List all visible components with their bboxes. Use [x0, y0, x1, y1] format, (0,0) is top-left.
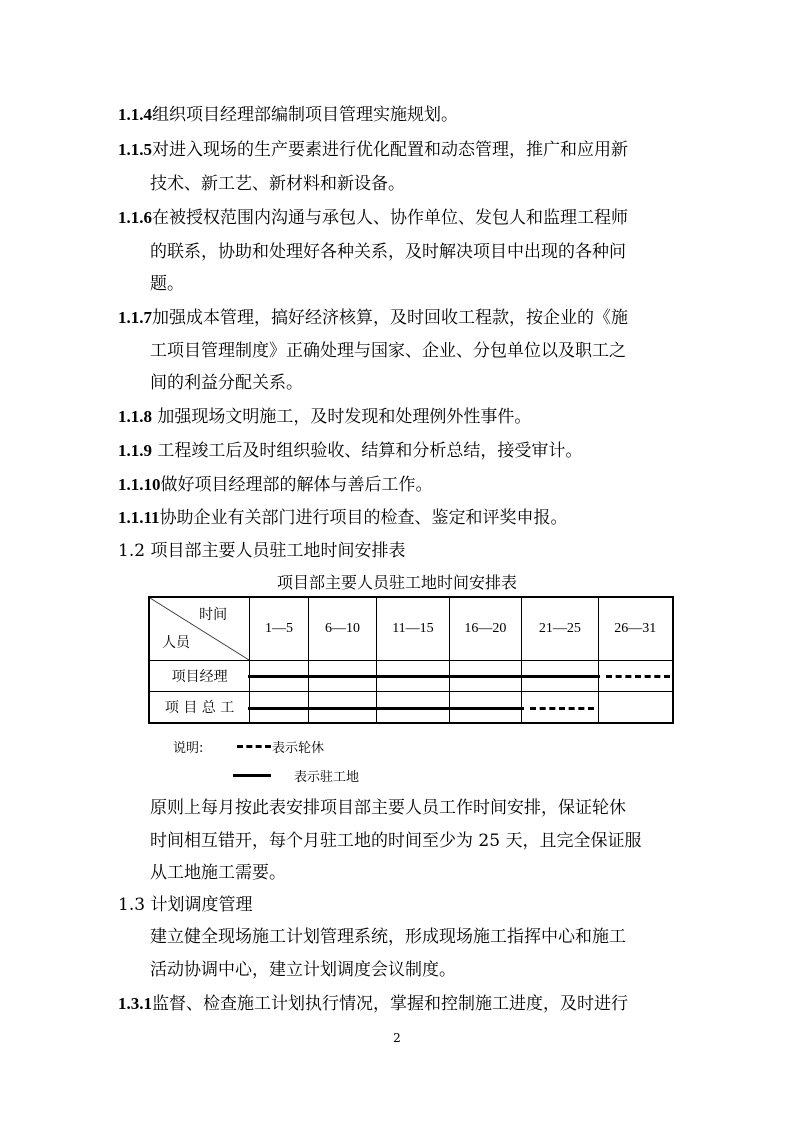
item-text: 监督、检查施工计划执行情况，掌握和控制施工进度，及时进行	[152, 994, 628, 1014]
item-text-continuation: 的联系，协助和处理好各种关系，及时解决项目中出现的各种问	[150, 242, 626, 262]
item-number: 1.1.9	[118, 441, 152, 460]
item-1-1-10	[118, 474, 678, 496]
item-1-1-5	[118, 139, 678, 161]
corner-time-label: 时间	[199, 607, 228, 623]
item-text: 加强成本管理，搞好经济核算，及时回收工程款，按企业的《施	[152, 308, 628, 328]
item-text: 在被授权范围内沟通与承包人、协作单位、发包人和监理工程师	[152, 208, 628, 228]
legend-dash-swatch	[237, 745, 271, 748]
item-number: 1.1.5	[118, 140, 152, 159]
table-cell	[598, 692, 673, 724]
legend-title: 说明:	[173, 741, 204, 756]
item-1-1-4	[118, 104, 678, 126]
column-header: 6—10	[308, 597, 376, 661]
chief-engineer-onsite-bar	[248, 707, 524, 710]
column-header: 1—5	[250, 597, 309, 661]
page-number: 2	[393, 1031, 401, 1045]
paragraph-line: 活动协调中心，建立计划调度会议制度。	[150, 960, 456, 980]
item-text: 组织项目经理部编制项目管理实施规划。	[152, 105, 458, 125]
item-number: 1.1.6	[118, 208, 152, 227]
item-number: 1.1.4	[118, 105, 152, 124]
corner-person-label: 人员	[162, 635, 190, 651]
item-number: 1.1.8	[118, 407, 152, 426]
chief-engineer-rotation-bar	[530, 707, 594, 710]
item-1-1-8	[118, 406, 678, 428]
column-header: 21—25	[522, 597, 598, 661]
item-text-continuation: 题。	[150, 274, 184, 294]
table-caption: 项目部主要人员驻工地时间安排表	[276, 573, 517, 592]
item-text-continuation: 工项目管理制度》正确处理与国家、企业、分包单位以及职工之	[150, 341, 626, 361]
item-1-3-1	[118, 993, 678, 1015]
legend-solid-swatch	[233, 774, 271, 777]
item-text-continuation: 技术、新工艺、新材料和新设备。	[150, 174, 405, 194]
schedule-table	[148, 596, 674, 724]
item-number: 1.3.1	[118, 994, 152, 1013]
item-1-1-11	[118, 507, 678, 529]
section-heading-1-2: 1.2 项目部主要人员驻工地时间安排表	[118, 541, 406, 561]
item-1-1-9	[118, 440, 678, 462]
item-number: 1.1.11	[118, 508, 160, 527]
column-header: 26—31	[598, 597, 673, 661]
column-header: 11—15	[377, 597, 449, 661]
row-label: 项目经理	[149, 661, 250, 692]
manager-rotation-bar	[606, 675, 670, 678]
item-text-continuation: 间的利益分配关系。	[150, 373, 303, 393]
item-text: 加强现场文明施工，及时发现和处理例外性事件。	[152, 407, 532, 427]
row-label: 项 目 总 工	[149, 692, 250, 724]
manager-onsite-bar	[248, 675, 600, 678]
item-text: 做好项目经理部的解体与善后工作。	[160, 475, 433, 495]
item-1-1-6	[118, 207, 678, 229]
column-header: 16—20	[449, 597, 521, 661]
item-1-1-7	[118, 307, 678, 329]
paragraph-line: 从工地施工需要。	[150, 863, 286, 883]
legend-dash-label: 表示轮休	[272, 741, 325, 756]
table-header-row	[149, 597, 673, 661]
item-text: 协助企业有关部门进行项目的检查、鉴定和评奖申报。	[159, 508, 568, 528]
item-text: 对进入现场的生产要素进行优化配置和动态管理，推广和应用新	[152, 140, 628, 160]
legend-solid-label: 表示驻工地	[294, 770, 360, 785]
paragraph-line: 时间相互错开，每个月驻工地的时间至少为 25 天，且完全保证服	[150, 831, 642, 851]
paragraph-line: 建立健全现场施工计划管理系统，形成现场施工指挥中心和施工	[150, 927, 626, 947]
paragraph-line: 原则上每月按此表安排项目部主要人员工作时间安排，保证轮休	[150, 798, 626, 818]
item-text: 工程竣工后及时组织验收、结算和分析总结，接受审计。	[152, 441, 583, 461]
item-number: 1.1.10	[118, 475, 161, 494]
table-corner-cell	[149, 597, 250, 661]
item-number: 1.1.7	[118, 308, 152, 327]
section-heading-1-3: 1.3 计划调度管理	[118, 895, 253, 915]
